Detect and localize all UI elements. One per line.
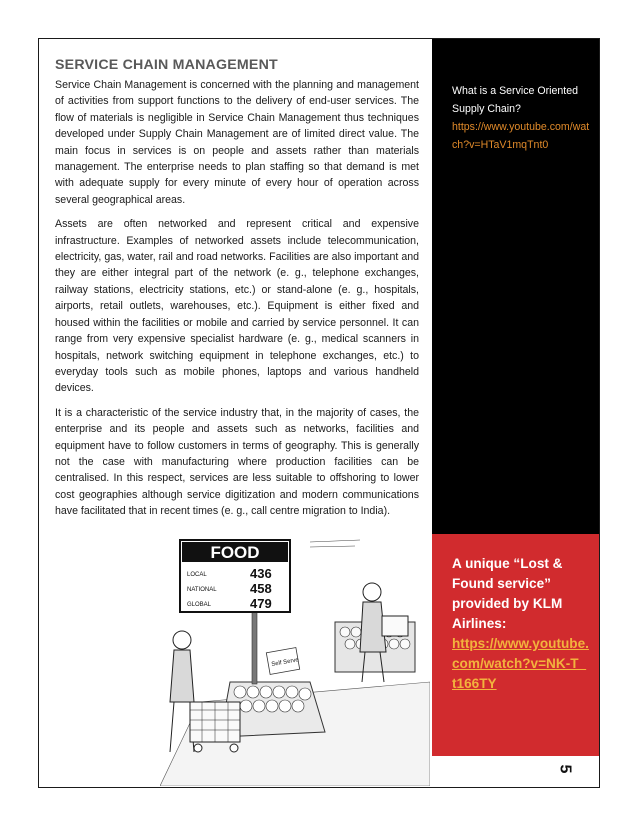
sign-title: FOOD xyxy=(210,543,260,562)
sign-price-national: 458 xyxy=(250,581,272,596)
youtube-link-klm[interactable]: https://www.youtube.com/watch?v=NK-T_t166TY xyxy=(452,636,589,691)
paragraph-geography: It is a characteristic of the service industry that, in the majority of cases, the enterprise and its people and assets such as networks, facilities and equipment have to follow customers in terms of geography. This is generally not the case with manufacturing where production facilities can be centralised. In this respect, services are less suitable to offshoring to lower cost geographies although service digitization and modern communications have facilitated that in recent times (e. g., call centre migration to India). xyxy=(55,406,419,518)
sidebar-black-panel xyxy=(432,39,599,534)
main-content xyxy=(55,56,419,528)
page-number: 5 xyxy=(556,764,574,774)
sign-row-label-local: LOCAL xyxy=(187,572,207,578)
section-heading: SERVICE CHAIN MANAGEMENT xyxy=(55,57,278,73)
paragraph-intro: Service Chain Management is concerned with the planning and management of activities from support functions to the delivery of end-user services. The flow of materials is negligible in Service Chain Management thus techniques developed under Supply Chain Management are of limited direct value. The main focus in services is on people and assets rather than materials management. The enterprise needs to plan staffing so that demand is met with adequate supply for every minute of every hour of operation across several geographical areas. xyxy=(55,79,419,206)
youtube-link-service-chain[interactable]: https://www.youtube.com/watch?v=HTaV1mqTnt0 xyxy=(452,121,590,151)
sidebar-klm-text: A unique “Lost & Found service” provided by KLM Airlines: xyxy=(452,556,563,631)
paragraph-assets: Assets are often networked and represent critical and expensive infrastructure. Examples of networked assets include telecommunication, electricity, gas, water, rail and road networks. Facilities are also important and they are either integral part of the network (e. g., telephone exchanges, railway stations, electricity stations, etc.) or stand-alone (e. g., hospitals, airports, retail outlets, warehouses, etc.). Equipment is either fixed and housed within the facilities or mobile and carried by service personnel. It can range from very expensive specialist hardware (e. g., medical scanners in hospitals, network switching equipment in telephone exchanges, etc.) to everyday tools such as mobile phones, laptops and various handheld devices. xyxy=(55,218,419,395)
sign-price-global: 479 xyxy=(250,596,272,611)
sidebar-red-panel xyxy=(432,534,599,756)
sign-row-label-national: NATIONAL xyxy=(187,587,217,593)
food-cartoon-illustration xyxy=(160,532,430,786)
sign-price-local: 436 xyxy=(250,566,272,581)
sign-row-label-global: GLOBAL xyxy=(187,602,212,608)
sidebar-question: What is a Service Oriented Supply Chain? xyxy=(452,85,578,115)
sidebar-klm-box xyxy=(452,554,590,694)
sidebar-question-box xyxy=(452,82,592,154)
self-serve-sign: Self Serve xyxy=(271,657,300,669)
